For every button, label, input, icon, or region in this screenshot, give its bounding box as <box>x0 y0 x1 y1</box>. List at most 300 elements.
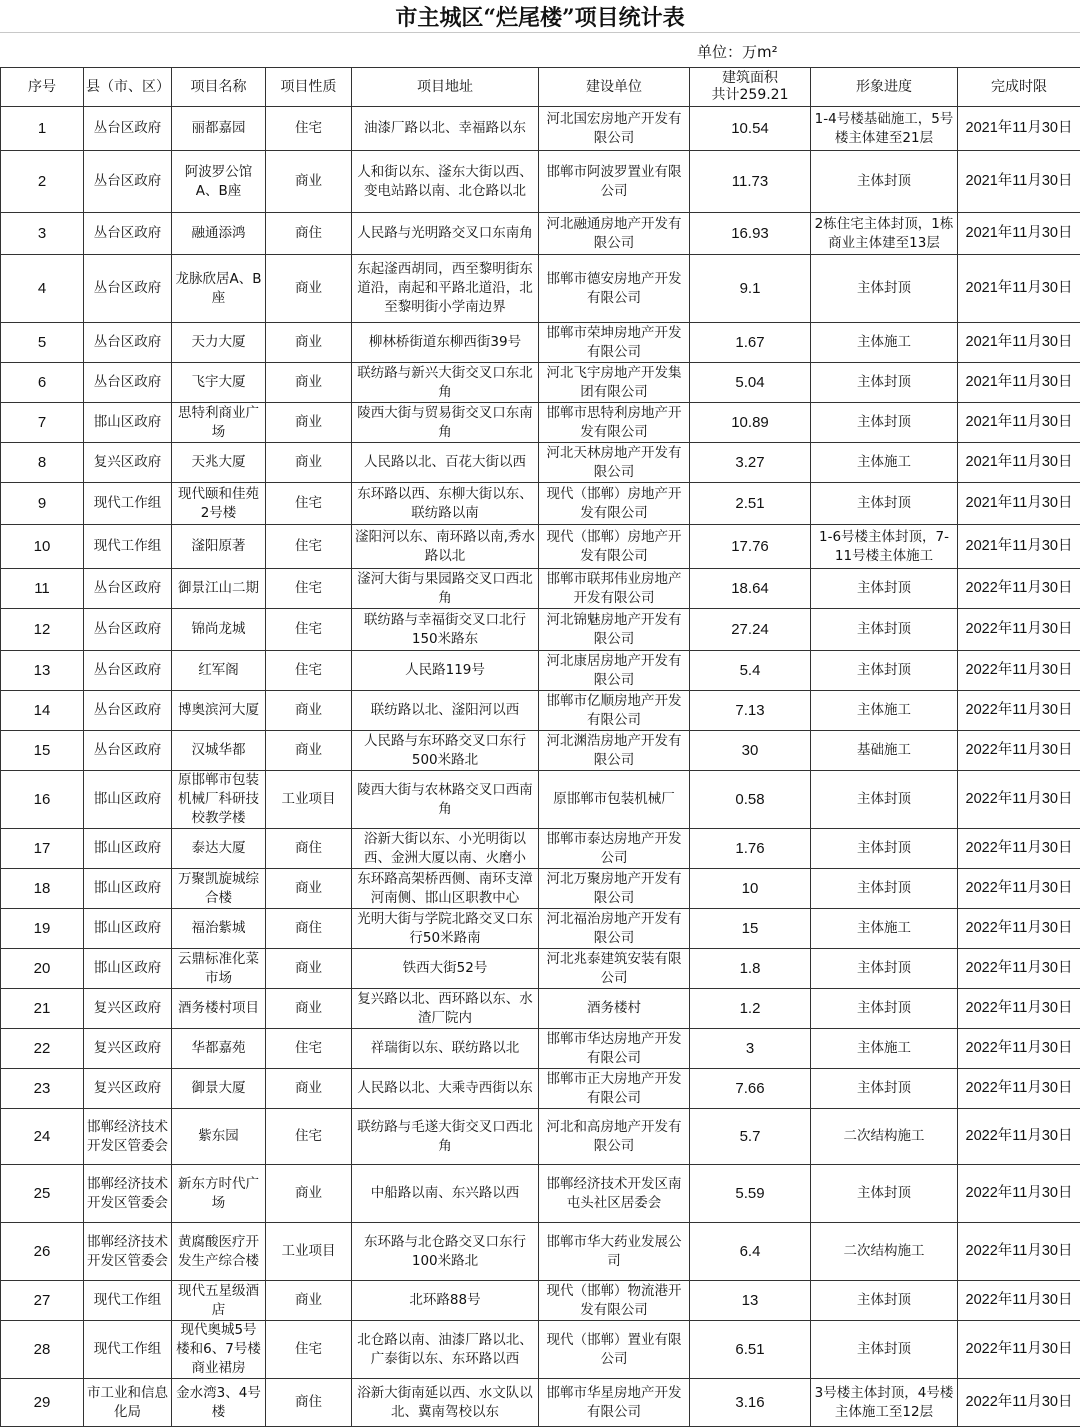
project-name-cell: 滏阳原著 <box>172 525 266 569</box>
builder-cell: 现代（邯郸）房地产开发有限公司 <box>539 483 690 525</box>
row-index: 7 <box>1 403 84 443</box>
county-cell: 丛台区政府 <box>84 107 172 151</box>
address-cell: 东起滏西胡同，西至黎明街东道沿，南起和平路北道沿，北至黎明街小学南边界 <box>352 255 539 323</box>
address-cell: 人民路与光明路交叉口东南角 <box>352 213 539 255</box>
header-builder: 建设单位 <box>539 68 690 107</box>
table-row <box>1 443 1080 483</box>
project-name-cell: 汉城华都 <box>172 731 266 771</box>
address-cell: 联纺路与毛遂大街交叉口西北角 <box>352 1109 539 1165</box>
table-row <box>1 651 1080 691</box>
area-cell: 18.64 <box>690 569 811 609</box>
deadline-cell: 2022年11月30日 <box>958 569 1080 609</box>
area-cell: 1.67 <box>690 323 811 363</box>
builder-cell: 现代（邯郸）房地产开发有限公司 <box>539 525 690 569</box>
builder-cell: 邯郸市荣坤房地产开发有限公司 <box>539 323 690 363</box>
project-type-cell: 商业 <box>266 869 352 909</box>
builder-cell: 河北国宏房地产开发有限公司 <box>539 107 690 151</box>
address-cell: 联纺路与新兴大街交叉口东北角 <box>352 363 539 403</box>
progress-cell: 主体封顶 <box>811 569 958 609</box>
project-name-cell: 黄腐酸医疗开发生产综合楼 <box>172 1223 266 1281</box>
table-row <box>1 151 1080 213</box>
deadline-cell: 2021年11月30日 <box>958 443 1080 483</box>
table-row <box>1 691 1080 731</box>
row-index: 4 <box>1 255 84 323</box>
deadline-cell: 2022年11月30日 <box>958 731 1080 771</box>
address-cell: 复兴路以北、西环路以东、水渣厂院内 <box>352 989 539 1029</box>
builder-cell: 邯郸市华星房地产开发有限公司 <box>539 1379 690 1427</box>
area-cell: 3 <box>690 1029 811 1069</box>
row-index: 9 <box>1 483 84 525</box>
project-type-cell: 商住 <box>266 213 352 255</box>
project-name-cell: 博奥滨河大厦 <box>172 691 266 731</box>
progress-cell: 二次结构施工 <box>811 1223 958 1281</box>
project-name-cell: 锦尚龙城 <box>172 609 266 651</box>
table-row <box>1 107 1080 151</box>
header-name: 项目名称 <box>172 68 266 107</box>
progress-cell: 主体封顶 <box>811 949 958 989</box>
deadline-cell: 2021年11月30日 <box>958 213 1080 255</box>
progress-cell: 主体封顶 <box>811 255 958 323</box>
table-row <box>1 1069 1080 1109</box>
address-cell: 人和街以东、滏东大街以西、变电站路以南、北仓路以北 <box>352 151 539 213</box>
deadline-cell: 2021年11月30日 <box>958 483 1080 525</box>
address-cell: 柳林桥街道东柳西街39号 <box>352 323 539 363</box>
county-cell: 复兴区政府 <box>84 1069 172 1109</box>
county-cell: 现代工作组 <box>84 1321 172 1379</box>
deadline-cell: 2021年11月30日 <box>958 363 1080 403</box>
deadline-cell: 2021年11月30日 <box>958 403 1080 443</box>
builder-cell: 河北福治房地产开发有限公司 <box>539 909 690 949</box>
builder-cell: 邯郸经济技术开发区南屯头社区居委会 <box>539 1165 690 1223</box>
county-cell: 丛台区政府 <box>84 363 172 403</box>
area-cell: 6.51 <box>690 1321 811 1379</box>
table-row <box>1 829 1080 869</box>
table-title: 市主城区“烂尾楼”项目统计表 <box>0 0 1080 33</box>
address-cell: 铁西大街52号 <box>352 949 539 989</box>
deadline-cell: 2022年11月30日 <box>958 1165 1080 1223</box>
table-row <box>1 569 1080 609</box>
builder-cell: 现代（邯郸）置业有限公司 <box>539 1321 690 1379</box>
progress-cell: 主体封顶 <box>811 483 958 525</box>
county-cell: 邯郸经济技术开发区管委会 <box>84 1223 172 1281</box>
row-index: 20 <box>1 949 84 989</box>
header-progress: 形象进度 <box>811 68 958 107</box>
county-cell: 邯山区政府 <box>84 403 172 443</box>
area-cell: 9.1 <box>690 255 811 323</box>
project-name-cell: 新东方时代广场 <box>172 1165 266 1223</box>
project-name-cell: 云鼎标准化菜市场 <box>172 949 266 989</box>
table-row <box>1 213 1080 255</box>
builder-cell: 邯郸市阿波罗置业有限公司 <box>539 151 690 213</box>
project-name-cell: 御景江山二期 <box>172 569 266 609</box>
table-row <box>1 525 1080 569</box>
row-index: 8 <box>1 443 84 483</box>
table-row <box>1 1109 1080 1165</box>
table-row <box>1 1165 1080 1223</box>
row-index: 3 <box>1 213 84 255</box>
row-index: 28 <box>1 1321 84 1379</box>
project-name-cell: 飞宇大厦 <box>172 363 266 403</box>
project-type-cell: 商业 <box>266 691 352 731</box>
table-row <box>1 1321 1080 1379</box>
county-cell: 邯山区政府 <box>84 869 172 909</box>
progress-cell: 主体施工 <box>811 323 958 363</box>
project-type-cell: 商业 <box>266 151 352 213</box>
area-cell: 7.66 <box>690 1069 811 1109</box>
row-index: 25 <box>1 1165 84 1223</box>
address-cell: 陵西大街与农林路交叉口西南角 <box>352 771 539 829</box>
progress-cell: 主体封顶 <box>811 1069 958 1109</box>
deadline-cell: 2022年11月30日 <box>958 989 1080 1029</box>
row-index: 17 <box>1 829 84 869</box>
header-address: 项目地址 <box>352 68 539 107</box>
area-cell: 27.24 <box>690 609 811 651</box>
header-index: 序号 <box>1 68 84 107</box>
project-type-cell: 商业 <box>266 443 352 483</box>
builder-cell: 河北兆泰建筑安装有限公司 <box>539 949 690 989</box>
project-name-cell: 龙脉欣居A、B座 <box>172 255 266 323</box>
project-name-cell: 原邯郸市包装机械厂科研技校教学楼 <box>172 771 266 829</box>
area-cell: 1.76 <box>690 829 811 869</box>
project-type-cell: 商业 <box>266 949 352 989</box>
row-index: 21 <box>1 989 84 1029</box>
builder-cell: 河北融通房地产开发有限公司 <box>539 213 690 255</box>
deadline-cell: 2022年11月30日 <box>958 691 1080 731</box>
header-area-title: 建筑面积 <box>722 70 778 86</box>
project-name-cell: 天力大厦 <box>172 323 266 363</box>
row-index: 2 <box>1 151 84 213</box>
area-cell: 10.89 <box>690 403 811 443</box>
project-name-cell: 华都嘉苑 <box>172 1029 266 1069</box>
builder-cell: 河北渊浩房地产开发有限公司 <box>539 731 690 771</box>
county-cell: 丛台区政府 <box>84 731 172 771</box>
progress-cell: 主体封顶 <box>811 651 958 691</box>
county-cell: 市工业和信息化局 <box>84 1379 172 1427</box>
project-type-cell: 住宅 <box>266 651 352 691</box>
project-name-cell: 紫东园 <box>172 1109 266 1165</box>
project-name-cell: 丽都嘉园 <box>172 107 266 151</box>
address-cell: 东环路与北仓路交叉口东行100米路北 <box>352 1223 539 1281</box>
project-type-cell: 商业 <box>266 1069 352 1109</box>
project-type-cell: 商业 <box>266 1281 352 1321</box>
row-index: 19 <box>1 909 84 949</box>
table-row <box>1 869 1080 909</box>
project-name-cell: 融通添鸿 <box>172 213 266 255</box>
table-row <box>1 1029 1080 1069</box>
progress-cell: 基础施工 <box>811 731 958 771</box>
table-row <box>1 1223 1080 1281</box>
progress-cell: 主体封顶 <box>811 363 958 403</box>
builder-cell: 邯郸市亿顺房地产开发有限公司 <box>539 691 690 731</box>
county-cell: 复兴区政府 <box>84 443 172 483</box>
area-cell: 3.27 <box>690 443 811 483</box>
area-cell: 0.58 <box>690 771 811 829</box>
address-cell: 光明大街与学院北路交叉口东行50米路南 <box>352 909 539 949</box>
header-county: 县（市、区） <box>84 68 172 107</box>
county-cell: 丛台区政府 <box>84 213 172 255</box>
builder-cell: 邯郸市正大房地产开发有限公司 <box>539 1069 690 1109</box>
progress-cell: 1-6号楼主体封顶，7-11号楼主体施工 <box>811 525 958 569</box>
project-name-cell: 御景大厦 <box>172 1069 266 1109</box>
address-cell: 北仓路以南、油漆厂路以北、广泰街以东、东环路以西 <box>352 1321 539 1379</box>
area-cell: 7.13 <box>690 691 811 731</box>
address-cell: 人民路以北、大乘寺西街以东 <box>352 1069 539 1109</box>
row-index: 24 <box>1 1109 84 1165</box>
table-row <box>1 731 1080 771</box>
area-cell: 15 <box>690 909 811 949</box>
row-index: 14 <box>1 691 84 731</box>
row-index: 16 <box>1 771 84 829</box>
header-row <box>1 68 1080 107</box>
row-index: 23 <box>1 1069 84 1109</box>
row-index: 1 <box>1 107 84 151</box>
area-cell: 10 <box>690 869 811 909</box>
project-name-cell: 金水湾3、4号楼 <box>172 1379 266 1427</box>
builder-cell: 邯郸市泰达房地产开发公司 <box>539 829 690 869</box>
project-name-cell: 阿波罗公馆A、B座 <box>172 151 266 213</box>
row-index: 10 <box>1 525 84 569</box>
project-type-cell: 工业项目 <box>266 1223 352 1281</box>
deadline-cell: 2022年11月30日 <box>958 909 1080 949</box>
address-cell: 祥瑞街以东、联纺路以北 <box>352 1029 539 1069</box>
project-type-cell: 住宅 <box>266 525 352 569</box>
county-cell: 丛台区政府 <box>84 151 172 213</box>
project-name-cell: 泰达大厦 <box>172 829 266 869</box>
address-cell: 浴新大街南延以西、水文队以北、冀南驾校以东 <box>352 1379 539 1427</box>
table-row <box>1 909 1080 949</box>
row-index: 5 <box>1 323 84 363</box>
county-cell: 丛台区政府 <box>84 651 172 691</box>
table-row <box>1 1379 1080 1427</box>
project-type-cell: 商住 <box>266 909 352 949</box>
progress-cell: 主体封顶 <box>811 1165 958 1223</box>
county-cell: 复兴区政府 <box>84 989 172 1029</box>
address-cell: 滏阳河以东、南环路以南,秀水路以北 <box>352 525 539 569</box>
table-body <box>1 107 1080 1427</box>
deadline-cell: 2022年11月30日 <box>958 1223 1080 1281</box>
area-cell: 17.76 <box>690 525 811 569</box>
project-name-cell: 现代颐和佳苑2号楼 <box>172 483 266 525</box>
project-name-cell: 万聚凯旋城综合楼 <box>172 869 266 909</box>
project-name-cell: 现代五星级酒店 <box>172 1281 266 1321</box>
progress-cell: 主体施工 <box>811 1029 958 1069</box>
project-type-cell: 商业 <box>266 363 352 403</box>
row-index: 11 <box>1 569 84 609</box>
table-row <box>1 1281 1080 1321</box>
area-cell: 16.93 <box>690 213 811 255</box>
builder-cell: 河北锦魅房地产开发有限公司 <box>539 609 690 651</box>
table-row <box>1 771 1080 829</box>
builder-cell: 邯郸市思特利房地产开发有限公司 <box>539 403 690 443</box>
table-row <box>1 323 1080 363</box>
header-area <box>690 68 811 107</box>
address-cell: 油漆厂路以北、幸福路以东 <box>352 107 539 151</box>
project-type-cell: 住宅 <box>266 107 352 151</box>
project-type-cell: 住宅 <box>266 1321 352 1379</box>
project-type-cell: 住宅 <box>266 1029 352 1069</box>
project-type-cell: 商住 <box>266 1379 352 1427</box>
project-name-cell: 天兆大厦 <box>172 443 266 483</box>
builder-cell: 酒务楼村 <box>539 989 690 1029</box>
deadline-cell: 2022年11月30日 <box>958 771 1080 829</box>
project-type-cell: 工业项目 <box>266 771 352 829</box>
address-cell: 浴新大街以东、小光明街以西、金洲大厦以南、火磨小 <box>352 829 539 869</box>
table-row <box>1 989 1080 1029</box>
county-cell: 现代工作组 <box>84 1281 172 1321</box>
address-cell: 人民路与东环路交叉口东行500米路北 <box>352 731 539 771</box>
progress-cell: 主体封顶 <box>811 1281 958 1321</box>
county-cell: 邯山区政府 <box>84 909 172 949</box>
builder-cell: 河北和高房地产开发有限公司 <box>539 1109 690 1165</box>
progress-cell: 2栋住宅主体封顶，1栋商业主体建至13层 <box>811 213 958 255</box>
county-cell: 邯山区政府 <box>84 829 172 869</box>
county-cell: 邯郸经济技术开发区管委会 <box>84 1165 172 1223</box>
row-index: 15 <box>1 731 84 771</box>
area-cell: 1.8 <box>690 949 811 989</box>
table-row <box>1 363 1080 403</box>
deadline-cell: 2022年11月30日 <box>958 1379 1080 1427</box>
area-cell: 11.73 <box>690 151 811 213</box>
builder-cell: 河北万聚房地产开发有限公司 <box>539 869 690 909</box>
deadline-cell: 2022年11月30日 <box>958 1321 1080 1379</box>
county-cell: 复兴区政府 <box>84 1029 172 1069</box>
row-index: 12 <box>1 609 84 651</box>
county-cell: 丛台区政府 <box>84 609 172 651</box>
table-row <box>1 483 1080 525</box>
deadline-cell: 2021年11月30日 <box>958 323 1080 363</box>
row-index: 27 <box>1 1281 84 1321</box>
row-index: 6 <box>1 363 84 403</box>
project-type-cell: 商业 <box>266 255 352 323</box>
county-cell: 邯山区政府 <box>84 949 172 989</box>
table-row <box>1 609 1080 651</box>
project-name-cell: 福治紫城 <box>172 909 266 949</box>
unit-label: 单位：万m² <box>697 43 778 61</box>
project-type-cell: 住宅 <box>266 483 352 525</box>
deadline-cell: 2022年11月30日 <box>958 869 1080 909</box>
progress-cell: 1-4号楼基础施工，5号楼主体建至21层 <box>811 107 958 151</box>
address-cell: 人民路119号 <box>352 651 539 691</box>
deadline-cell: 2021年11月30日 <box>958 255 1080 323</box>
deadline-cell: 2021年11月30日 <box>958 107 1080 151</box>
area-cell: 5.59 <box>690 1165 811 1223</box>
header-type: 项目性质 <box>266 68 352 107</box>
address-cell: 滏河大街与果园路交叉口西北角 <box>352 569 539 609</box>
row-index: 13 <box>1 651 84 691</box>
project-type-cell: 住宅 <box>266 569 352 609</box>
progress-cell: 主体封顶 <box>811 771 958 829</box>
deadline-cell: 2022年11月30日 <box>958 829 1080 869</box>
deadline-cell: 2022年11月30日 <box>958 1281 1080 1321</box>
area-cell: 1.2 <box>690 989 811 1029</box>
project-name-cell: 思特利商业广场 <box>172 403 266 443</box>
unit-row <box>0 33 1080 67</box>
project-type-cell: 住宅 <box>266 1109 352 1165</box>
address-cell: 联纺路以北、滏阳河以西 <box>352 691 539 731</box>
county-cell: 丛台区政府 <box>84 255 172 323</box>
progress-cell: 主体施工 <box>811 691 958 731</box>
project-type-cell: 商业 <box>266 731 352 771</box>
county-cell: 邯郸经济技术开发区管委会 <box>84 1109 172 1165</box>
deadline-cell: 2022年11月30日 <box>958 1109 1080 1165</box>
builder-cell: 河北康居房地产开发有限公司 <box>539 651 690 691</box>
progress-cell: 主体施工 <box>811 443 958 483</box>
project-table <box>0 67 1080 1427</box>
builder-cell: 邯郸市华达房地产开发有限公司 <box>539 1029 690 1069</box>
row-index: 26 <box>1 1223 84 1281</box>
project-type-cell: 商业 <box>266 403 352 443</box>
area-cell: 6.4 <box>690 1223 811 1281</box>
deadline-cell: 2022年11月30日 <box>958 609 1080 651</box>
progress-cell: 主体封顶 <box>811 829 958 869</box>
deadline-cell: 2022年11月30日 <box>958 1069 1080 1109</box>
address-cell: 人民路以北、百花大街以西 <box>352 443 539 483</box>
address-cell: 联纺路与幸福街交叉口北行150米路东 <box>352 609 539 651</box>
county-cell: 现代工作组 <box>84 525 172 569</box>
progress-cell: 主体施工 <box>811 909 958 949</box>
row-index: 18 <box>1 869 84 909</box>
progress-cell: 主体封顶 <box>811 403 958 443</box>
area-cell: 5.04 <box>690 363 811 403</box>
project-type-cell: 商业 <box>266 323 352 363</box>
deadline-cell: 2021年11月30日 <box>958 525 1080 569</box>
progress-cell: 主体封顶 <box>811 1321 958 1379</box>
project-type-cell: 商业 <box>266 1165 352 1223</box>
table-row <box>1 403 1080 443</box>
county-cell: 丛台区政府 <box>84 569 172 609</box>
area-cell: 5.7 <box>690 1109 811 1165</box>
address-cell: 东环路高架桥西侧、南环支漳河南侧、邯山区职教中心 <box>352 869 539 909</box>
deadline-cell: 2022年11月30日 <box>958 949 1080 989</box>
area-cell: 3.16 <box>690 1379 811 1427</box>
builder-cell: 邯郸市联邦伟业房地产开发有限公司 <box>539 569 690 609</box>
builder-cell: 邯郸市华大药业发展公司 <box>539 1223 690 1281</box>
project-type-cell: 住宅 <box>266 609 352 651</box>
builder-cell: 原邯郸市包装机械厂 <box>539 771 690 829</box>
project-type-cell: 商业 <box>266 989 352 1029</box>
progress-cell: 二次结构施工 <box>811 1109 958 1165</box>
progress-cell: 主体封顶 <box>811 989 958 1029</box>
county-cell: 丛台区政府 <box>84 323 172 363</box>
county-cell: 丛台区政府 <box>84 691 172 731</box>
address-cell: 陵西大街与贸易街交叉口东南角 <box>352 403 539 443</box>
project-type-cell: 商住 <box>266 829 352 869</box>
row-index: 22 <box>1 1029 84 1069</box>
deadline-cell: 2021年11月30日 <box>958 151 1080 213</box>
area-cell: 10.54 <box>690 107 811 151</box>
project-name-cell: 现代奥城5号楼和6、7号楼商业裙房 <box>172 1321 266 1379</box>
address-cell: 东环路以西、东柳大街以东、联纺路以南 <box>352 483 539 525</box>
header-deadline: 完成时限 <box>958 68 1080 107</box>
address-cell: 中船路以南、东兴路以西 <box>352 1165 539 1223</box>
progress-cell: 3号楼主体封顶，4号楼主体施工至12层 <box>811 1379 958 1427</box>
builder-cell: 邯郸市德安房地产开发有限公司 <box>539 255 690 323</box>
builder-cell: 河北天林房地产开发有限公司 <box>539 443 690 483</box>
address-cell: 北环路88号 <box>352 1281 539 1321</box>
project-name-cell: 酒务楼村项目 <box>172 989 266 1029</box>
area-cell: 5.4 <box>690 651 811 691</box>
county-cell: 邯山区政府 <box>84 771 172 829</box>
table-row <box>1 949 1080 989</box>
progress-cell: 主体封顶 <box>811 869 958 909</box>
builder-cell: 河北飞宇房地产开发集团有限公司 <box>539 363 690 403</box>
area-cell: 30 <box>690 731 811 771</box>
deadline-cell: 2022年11月30日 <box>958 1029 1080 1069</box>
table-row <box>1 255 1080 323</box>
area-cell: 13 <box>690 1281 811 1321</box>
deadline-cell: 2022年11月30日 <box>958 651 1080 691</box>
project-name-cell: 红军阁 <box>172 651 266 691</box>
